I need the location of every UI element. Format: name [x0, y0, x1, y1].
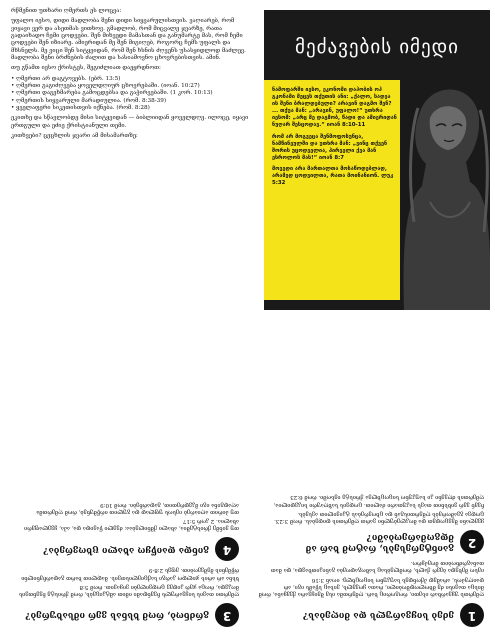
- quote-text: რომ არ მოგვეცა შენმოფოსუნცა, ნამწინეულში და უთხრა მან: „ვინც თქვენ შორის უცოდველია, პირველი ქვა მან ესროლოს მას!“ იოან 8:7: [272, 133, 388, 161]
- front-page: [0, 0, 495, 318]
- section-paragraph: ყველანი შევცოდეთ და მოკლებულნი ვართ ღმერთის დიდებას. რომ 3:23. ცოდვა გვაშორებს ღმერთისგან და ცხოვრებას ტკივილით ავსებს.: [274, 510, 484, 524]
- intro-column: [11, 8, 249, 144]
- section-paragraph: ღმერთი თავის სიყვარულს ჩვენდამი იმით ამტკიცებს, რომ ქრისტე ჩვენთვის მოკვდა, როცა ჯერ კიდევ ცოდვილები ვიყავით. რომ 5:8: [18, 583, 239, 597]
- section-title: გინდა დაიწყო ახალი ცხოვრება?: [43, 544, 209, 555]
- section-title: გრძნობ, რომ ხსნას ვერ იმსახურებ?: [25, 610, 209, 621]
- cover-panel: [264, 10, 490, 310]
- intro-list: • ღმერთი არ დაგტოვებს. (ებრ. 13:5) • ღმერთი გაგიძღვება ყოველდღიურ ცხოვრებაში. (იოან. 10:27) • ღმერთი დაგეხმარება გამოცდებსა და გაჭირვებაში. (1 კორ. 10:13) • ღმერთის სიყვარული მარადიულია. (რომ. 8:38-39) • ყველაფერი სიკეთისთვის იქნება. (რომ. 8:28): [11, 75, 213, 112]
- quote-text: მოვედი არა მართალთა მოსაწოდებლად, არამედ ცოდვილთა, რათა მოინანიონ. ლუკ 5:32: [272, 165, 394, 187]
- section-header: [256, 530, 484, 554]
- intro-paragraph: ეკითხე და სწავლობდე მისი სიტყვიდან — ბიბლიიდან ყოველდღე. ილოცე, იყავი ერთგული და ეძიე ქრისტიანული თემი.: [11, 115, 249, 129]
- inverted-back-page: [0, 318, 495, 640]
- section-paragraph: თუ პირით აღიარებ იესოს უფლად და გულით ირწმუნებ, რომ ღმერთმა აღადგინა იგი მკვდრეთით, გადარჩები. რომ 10:9: [36, 501, 239, 515]
- section-header: [11, 603, 239, 627]
- right-column: [11, 498, 239, 632]
- section-title: გაინტერესებს, რატომ ხარ ამ მდგომარეობაში?: [305, 531, 454, 553]
- section-paragraph: თუ ვინმე ქრისტეშია, ახალი ქმნილებაა: ძველი წავიდა და, აჰა, ყველაფერი ახალია. 2 კორ 5:17: [24, 517, 239, 532]
- quote-box: [264, 80, 404, 300]
- section-number-badge: 4: [215, 537, 239, 561]
- woman-silhouette-illustration: [400, 72, 490, 310]
- section-paragraph: ღმერთს უყვარხარ ისეთი, როგორიც ხარ. ღმერთმა ისე შეიყვარა ქვეყანა, რომ მისცა თავისი ძე მხოლოდშობილი, რათა ყოველს, ვისაც სწამს იგი, არ დაიღუპოს, არამედ ჰქონდეს საუკუნო სიცოცხლე. იოან 3:16: [258, 576, 484, 597]
- cover-title: მეძავების იმედი: [295, 36, 459, 58]
- section-title: ეძებ სიყვარულს და მიღებას?: [302, 610, 454, 621]
- left-column: [256, 491, 484, 632]
- intro-paragraph: თუ გწამთ იესო ქრისტეს, შეგიძლიათ დაეყრდნოთ:: [11, 65, 161, 72]
- section-number-badge: 3: [215, 603, 239, 627]
- quote-text: ნამოფარში იესო, ეკონომი დაჰობის ოჰ გკონამი მეცეს თქუთის ანი: „ქალო, სადეა ის შენი ბრალდებული? არავინ დაგმო შენ? ... თქუა მან: „არავინ, უფალო!“ უთხრა იესომ: „არც მე დაგმობ, წადი და ამიერიდან ნუღარ შესცოდავ.“ იოან 8:10-11: [272, 87, 397, 129]
- section-header: [11, 537, 239, 561]
- section-paragraph: იესო შეხვდა ბევრ ქალს, რომლებსაც საზოგადოება განიკითხავდა, და მათ თანაგრძნობით მოეპყრო.: [270, 560, 484, 574]
- section-header: [256, 603, 484, 627]
- section-number-badge: 1: [460, 603, 484, 627]
- section-paragraph: ჩვენ ვერ ვიხსნით თავს საკუთარი ძალით. ცოდვის საზღაური სიკვდილია, ღმერთის ძღვენი კი საუკუნო სიცოცხლეა ქრისტე იესოში. რომ 6:23: [273, 494, 484, 508]
- section-number-badge: 2: [460, 530, 484, 554]
- intro-paragraph: რწმენით უთხარი ღმერთს ეს ლოცვა:: [11, 8, 122, 14]
- section-paragraph: ხსნა არ არის ჯილდო კარგი საქციელისთვის. მადლით ხართ გადარჩენილნი რწმენის მეშვეობით. ეფეს 2:8-9: [21, 567, 239, 581]
- intro-paragraph: უფალო იესო, დიდი მადლობა შენი დიდი სიყვარულისთვის. ვაღიარებ, რომ ვიყავი ვერ და ასეთმას ვითხოვ. გმადლობ, რომ მიცვალე ჯვარზე, რათა გადაიხადო ჩემი ცოდვები. შენ მიხვედი მამასთან და განუმარტე მას, რომ ჩემი ცოდვები შენ იზიარე. ამიერიდან მე შენ მიგიღებ, როგორც ჩემს უფალს და მხსნელს. მე ვიცი შენ სიტყვიდან, რომ შენ ხსნის ძღვენს უსასყიდლოდ მაძლევ. მადლობა შენი ბრძნების ძალით და სასიამოვნო ცხოვრებისთვის. ამინ.: [11, 18, 246, 62]
- intro-paragraph: კითხვები? ცეცხლის ჯვარი ამ მისამართზე:: [11, 133, 138, 140]
